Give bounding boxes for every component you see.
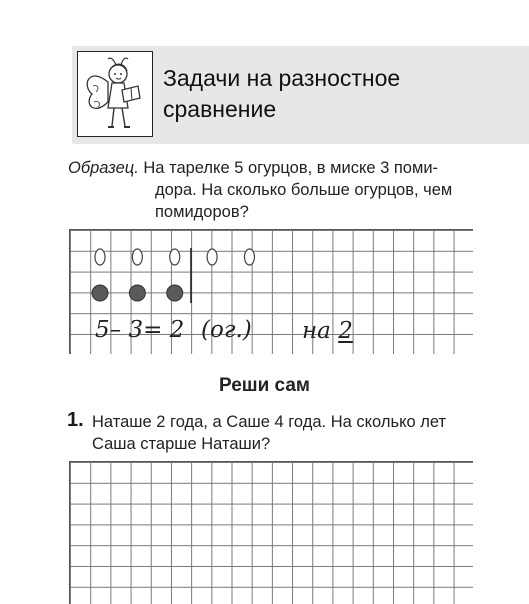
answer-grid [69, 461, 473, 604]
cucumber-oval [244, 249, 254, 265]
sample-work-grid [69, 229, 473, 354]
sample-problem [68, 157, 493, 223]
section-title: Реши сам [219, 375, 310, 396]
title-line-2: сравнение [163, 96, 277, 122]
sample-equation: 5– 3= 2 [95, 317, 185, 343]
answer-prefix: на [302, 318, 331, 344]
task-number: 1. [67, 409, 84, 431]
sample-answer [302, 318, 353, 344]
task-text [92, 411, 492, 455]
task-line-2: Саша старше Наташи? [92, 435, 271, 453]
sample-line-1: На тарелке 5 огурцов, в миске 3 поми- [143, 159, 439, 177]
cucumber-oval [132, 249, 142, 265]
sample-line-2: дора. На сколько больше огурцов, чем [155, 181, 453, 199]
task-line-1: Наташе 2 года, а Саше 4 года. На сколько лет [92, 413, 447, 431]
tomato-circle [92, 285, 108, 301]
cucumber-oval [207, 249, 217, 265]
butterfly-girl-reading-icon [77, 51, 153, 137]
sample-line-3: помидоров? [155, 203, 249, 221]
sample-label: Образец. [68, 159, 139, 177]
title-line-1: Задачи на разностное [163, 65, 401, 91]
answer-number: 2 [338, 318, 353, 344]
cucumber-oval [170, 249, 180, 265]
tomato-circle [129, 285, 145, 301]
page-title [163, 63, 503, 125]
tomato-circle [167, 285, 183, 301]
sample-unit: (ог.) [201, 317, 252, 343]
cucumber-oval [95, 249, 105, 265]
